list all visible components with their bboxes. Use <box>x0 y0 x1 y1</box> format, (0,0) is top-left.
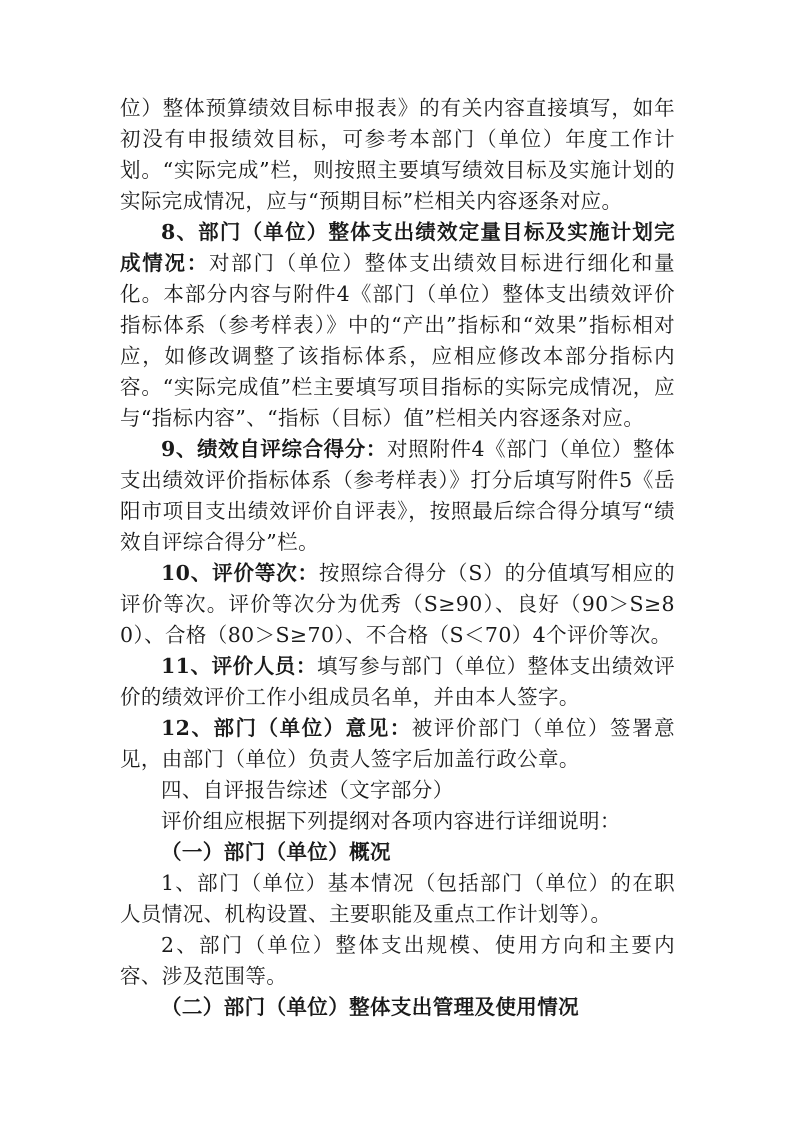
paragraph-text: 按照综合得分（S）的分值填写相应的评价等次。评价等次分为优秀（S≥90）、良好（90＞S≥80）、合格（80＞S≥70）、不合格（S＜70）4个评价等次。 <box>120 561 675 647</box>
paragraph-outline-intro <box>120 806 675 837</box>
paragraph-text: 2、部门（单位）整体支出规模、使用方向和主要内容、涉及范围等。 <box>120 933 675 988</box>
paragraph-item-9 <box>120 434 675 558</box>
paragraph-item-10 <box>120 558 675 651</box>
subsection-heading-2 <box>120 992 675 1023</box>
section-heading-4 <box>120 775 675 806</box>
paragraph-text: 填写参与部门（单位）整体支出绩效评价的绩效评价工作小组成员名单，并由本人签字。 <box>120 654 675 709</box>
paragraph-text: 对部门（单位）整体支出绩效目标进行细化和量化。本部分内容与附件4《部门（单位）整体支出绩效评价指标体系（参考样表）》中的“产出”指标和“效果”指标相对应，如修改调整了该指标体系，应相应修改本部分指标内容。“实际完成值”栏主要填写项目指标的实际完成情况，应与“指标内容”、“指标（目标）值”栏相关内容逐条对应。 <box>120 251 675 430</box>
paragraph-outline-point-2 <box>120 930 675 992</box>
paragraph-form-instructions <box>120 93 675 217</box>
item-heading: 11、评价人员： <box>161 654 317 678</box>
paragraph-text: 1、部门（单位）基本情况（包括部门（单位）的在职人员情况、机构设置、主要职能及重点工作计划等）。 <box>120 871 675 926</box>
item-heading: 9、绩效自评综合得分： <box>161 437 388 461</box>
paragraph-text: 评价组应根据下列提纲对各项内容进行详细说明： <box>161 809 621 833</box>
paragraph-item-12 <box>120 713 675 775</box>
paragraph-text: 被评价部门（单位）签署意见，由部门（单位）负责人签字后加盖行政公章。 <box>120 716 675 771</box>
document-body <box>120 93 675 1023</box>
paragraph-item-8 <box>120 217 675 434</box>
paragraph-outline-point-1 <box>120 868 675 930</box>
paragraph-text: 位）整体预算绩效目标申报表》的有关内容直接填写，如年初没有申报绩效目标，可参考本部门（单位）年度工作计划。“实际完成”栏，则按照主要填写绩效目标及实施计划的实际完成情况，应与“预期目标”栏相关内容逐条对应。 <box>120 96 675 213</box>
item-heading: 12、部门（单位）意见： <box>161 716 412 740</box>
item-heading: 10、评价等次： <box>161 561 319 585</box>
paragraph-item-11 <box>120 651 675 713</box>
subsection-heading-text: （一）部门（单位）概况 <box>161 840 391 864</box>
item-heading: 8、部门（单位）整体支出绩效定量目标及实施计划完成情况： <box>120 220 675 275</box>
subsection-heading-1 <box>120 837 675 868</box>
section-heading-text: 四、自评报告综述（文字部分） <box>161 778 454 802</box>
paragraph-text: 对照附件4《部门（单位）整体支出绩效评价指标体系（参考样表）》打分后填写附件5《岳阳市项目支出绩效评价自评表》，按照最后综合得分填写“绩效自评综合得分”栏。 <box>120 437 675 554</box>
subsection-heading-text: （二）部门（单位）整体支出管理及使用情况 <box>161 995 579 1019</box>
